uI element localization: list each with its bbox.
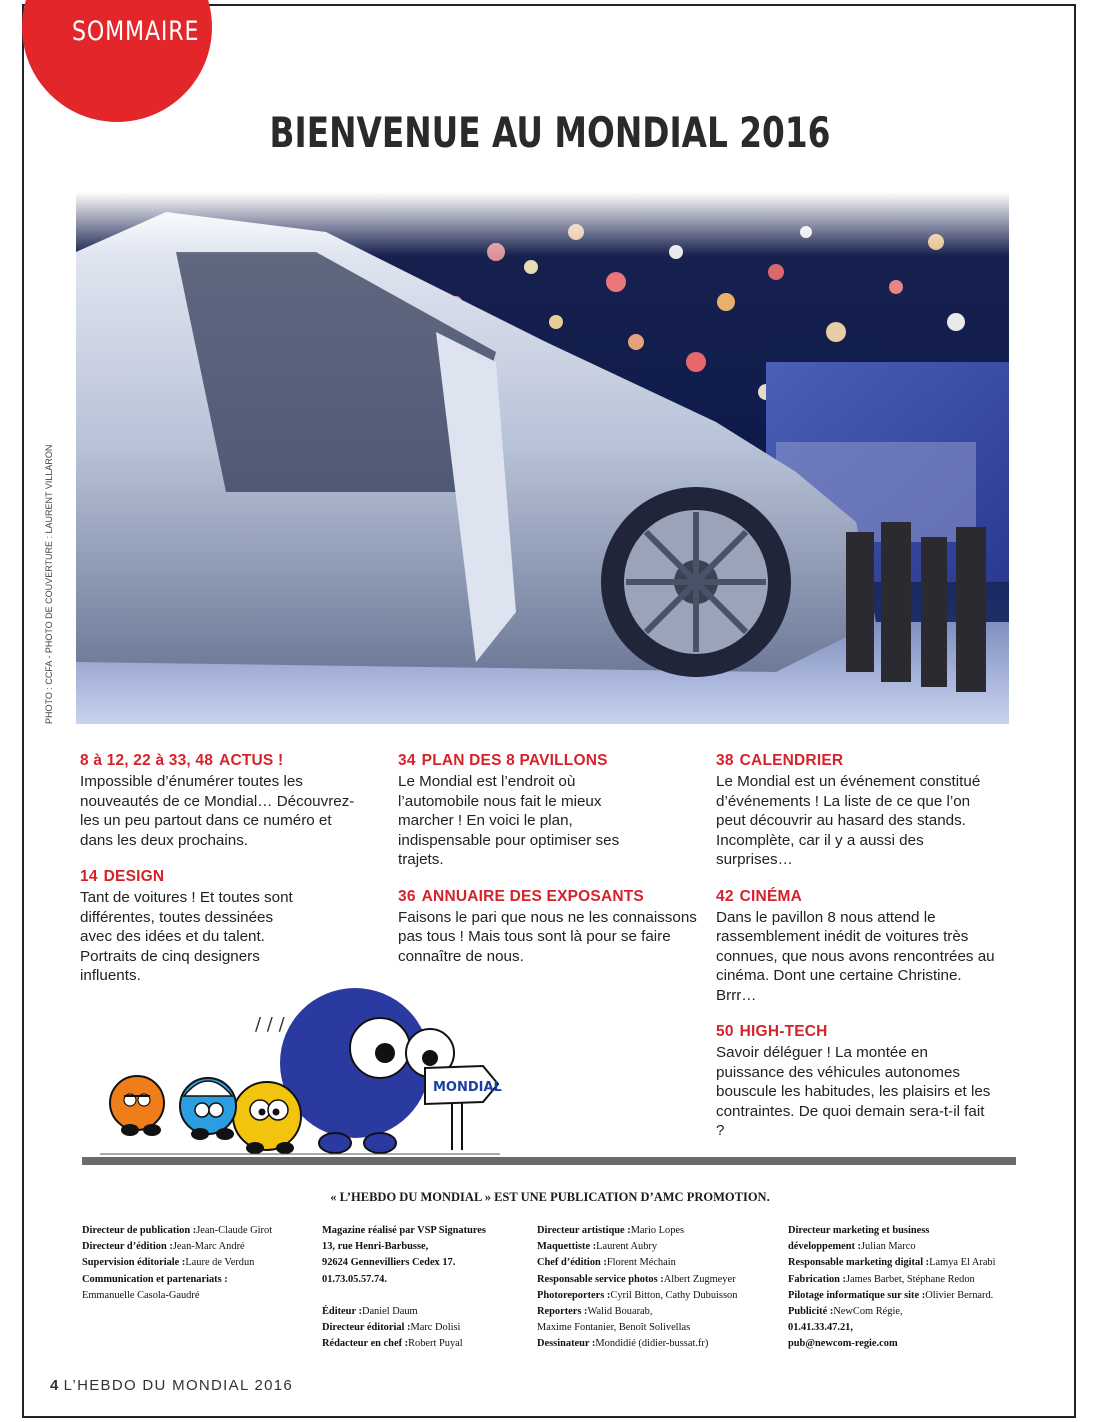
staff-line: Maxime Fontanier, Benoît Solivellas	[537, 1322, 691, 1334]
staff-line: Maquettiste :Laurent Aubry	[537, 1241, 658, 1253]
staff-line: Directeur de publication :Jean-Claude Girot	[82, 1225, 273, 1236]
staff-line: Responsable service photos :Albert Zugmeyer	[537, 1273, 736, 1285]
staff-line: Directeur marketing et business	[788, 1225, 930, 1236]
section-title-calendrier: 38 CALENDRIER	[716, 752, 844, 769]
staff-line: Emmanuelle Casola-Gaudré	[82, 1289, 200, 1301]
divider-rule	[82, 1157, 1016, 1165]
cover-photo	[76, 192, 1009, 724]
staff-line: 13, rue Henri-Barbusse,	[322, 1241, 429, 1253]
staff-line: Magazine réalisé par VSP Signatures	[322, 1225, 486, 1236]
page-footer	[50, 1377, 293, 1394]
staff-line: développement :Julian Marco	[788, 1241, 916, 1253]
section-title-hightech: 50 HIGH-TECH	[716, 1023, 828, 1040]
staff-line: Éditeur :Daniel Daum	[322, 1305, 418, 1317]
section-body-cinema: Dans le pavillon 8 nous attend le rassemblement inédit de voitures très connues, que nous avons rencontrées au cinéma. Dont une certaine Christine. Brrr…	[716, 908, 995, 1004]
section-title-cinema: 42 CINÉMA	[716, 887, 802, 905]
section-body-design: Tant de voitures ! Et toutes sont différentes, toutes dessinées avec des idées et du talent. Portraits de cinq designers influents.	[80, 889, 293, 984]
section-title-annuaire: 36 ANNUAIRE DES EXPOSANTS	[398, 887, 644, 905]
page-number: 4	[50, 1377, 60, 1394]
svg-text:/ / /: / / /	[255, 1014, 285, 1035]
section-body-actus: Impossible d’énumérer toutes les nouveautés de ce Mondial… Découvrez-les un peu partout dans ce numéro et dans les deux prochains.	[80, 773, 355, 849]
page-title: BIENVENUE AU MONDIAL 2016	[269, 108, 831, 157]
staff-column-2	[322, 1223, 486, 1352]
staff-line: Directeur d’édition :Jean-Marc André	[82, 1241, 245, 1253]
staff-line: Rédacteur en chef :Robert Puyal	[322, 1338, 463, 1350]
staff-line: Directeur artistique :Mario Lopes	[537, 1225, 685, 1236]
staff-line: pub@newcom-regie.com	[788, 1338, 898, 1350]
staff-line: Responsable marketing digital :Lamya El Arabi	[788, 1257, 996, 1269]
staff-line: Communication et partenariats :	[82, 1273, 228, 1285]
column-left	[80, 752, 380, 986]
section-body-plan: Le Mondial est l’endroit où l’automobile nous fait le mieux marcher ! En voici le plan, indispensable pour optimiser ses trajets.	[398, 773, 620, 868]
section-body-annuaire: Faisons le pari que nous ne les connaissons pas tous ! Mais tous sont là pour se faire connaître de nous.	[398, 908, 697, 965]
section-body-hightech: Savoir déléguer ! La montée en puissance des véhicules autonomes bouscule les habitudes, les plaisirs et les contraintes. De quoi demain sera-t-il fait ?	[716, 1044, 991, 1139]
section-body-calendrier: Le Mondial est un événement constitué d’événements ! La liste de ce que l’on peut découvrir au hasard des stands. Incomplète, car il y a aussi des surprises…	[716, 773, 981, 868]
staff-line: Photoreporters :Cyril Bitton, Cathy Dubuisson	[537, 1289, 738, 1301]
staff-line: Chef d’édition :Florent Méchain	[537, 1257, 676, 1269]
staff-column-3	[537, 1223, 737, 1353]
publication-line: « L’HEBDO DU MONDIAL » EST UNE PUBLICATION D’AMC PROMOTION.	[330, 1190, 770, 1204]
staff-line: Pilotage informatique sur site :Olivier Bernard.	[788, 1289, 994, 1301]
column-middle	[398, 752, 698, 966]
staff-column-4	[788, 1223, 996, 1353]
staff-column-1	[82, 1223, 272, 1304]
car-show-image	[76, 192, 1009, 724]
staff-line: 01.41.33.47.21,	[788, 1322, 853, 1334]
staff-line: 92624 Gennevilliers Cedex 17.	[322, 1257, 456, 1269]
staff-line: Fabrication :James Barbet, Stéphane Redon	[788, 1273, 975, 1285]
staff-line: Publicité :NewCom Régie,	[788, 1306, 903, 1318]
staff-line: Directeur éditorial :Marc Dolisi	[322, 1322, 461, 1334]
staff-line: Dessinateur :Mondidié (didier-bussat.fr)	[537, 1338, 709, 1350]
photo-credit: PHOTO : CCFA - PHOTO DE COUVERTURE : LAURENT VILLARON	[44, 444, 54, 724]
staff-line: Supervision éditoriale :Laure de Verdun	[82, 1257, 255, 1269]
mascot-sign-label: MONDIAL	[433, 1080, 502, 1095]
column-right	[716, 752, 1016, 1141]
section-title-actus: 8 à 12, 22 à 33, 48 ACTUS !	[80, 752, 284, 769]
footer-title: L’HEBDO DU MONDIAL 2016	[63, 1377, 294, 1394]
badge-label: SOMMAIRE	[72, 16, 200, 47]
mascot-illustration	[100, 988, 520, 1158]
staff-line: 01.73.05.57.74.	[322, 1273, 387, 1285]
section-title-design: 14 DESIGN	[80, 868, 165, 885]
staff-line: Reporters :Walid Bouarab,	[537, 1306, 653, 1318]
section-title-plan: 34 PLAN DES 8 PAVILLONS	[398, 752, 608, 769]
